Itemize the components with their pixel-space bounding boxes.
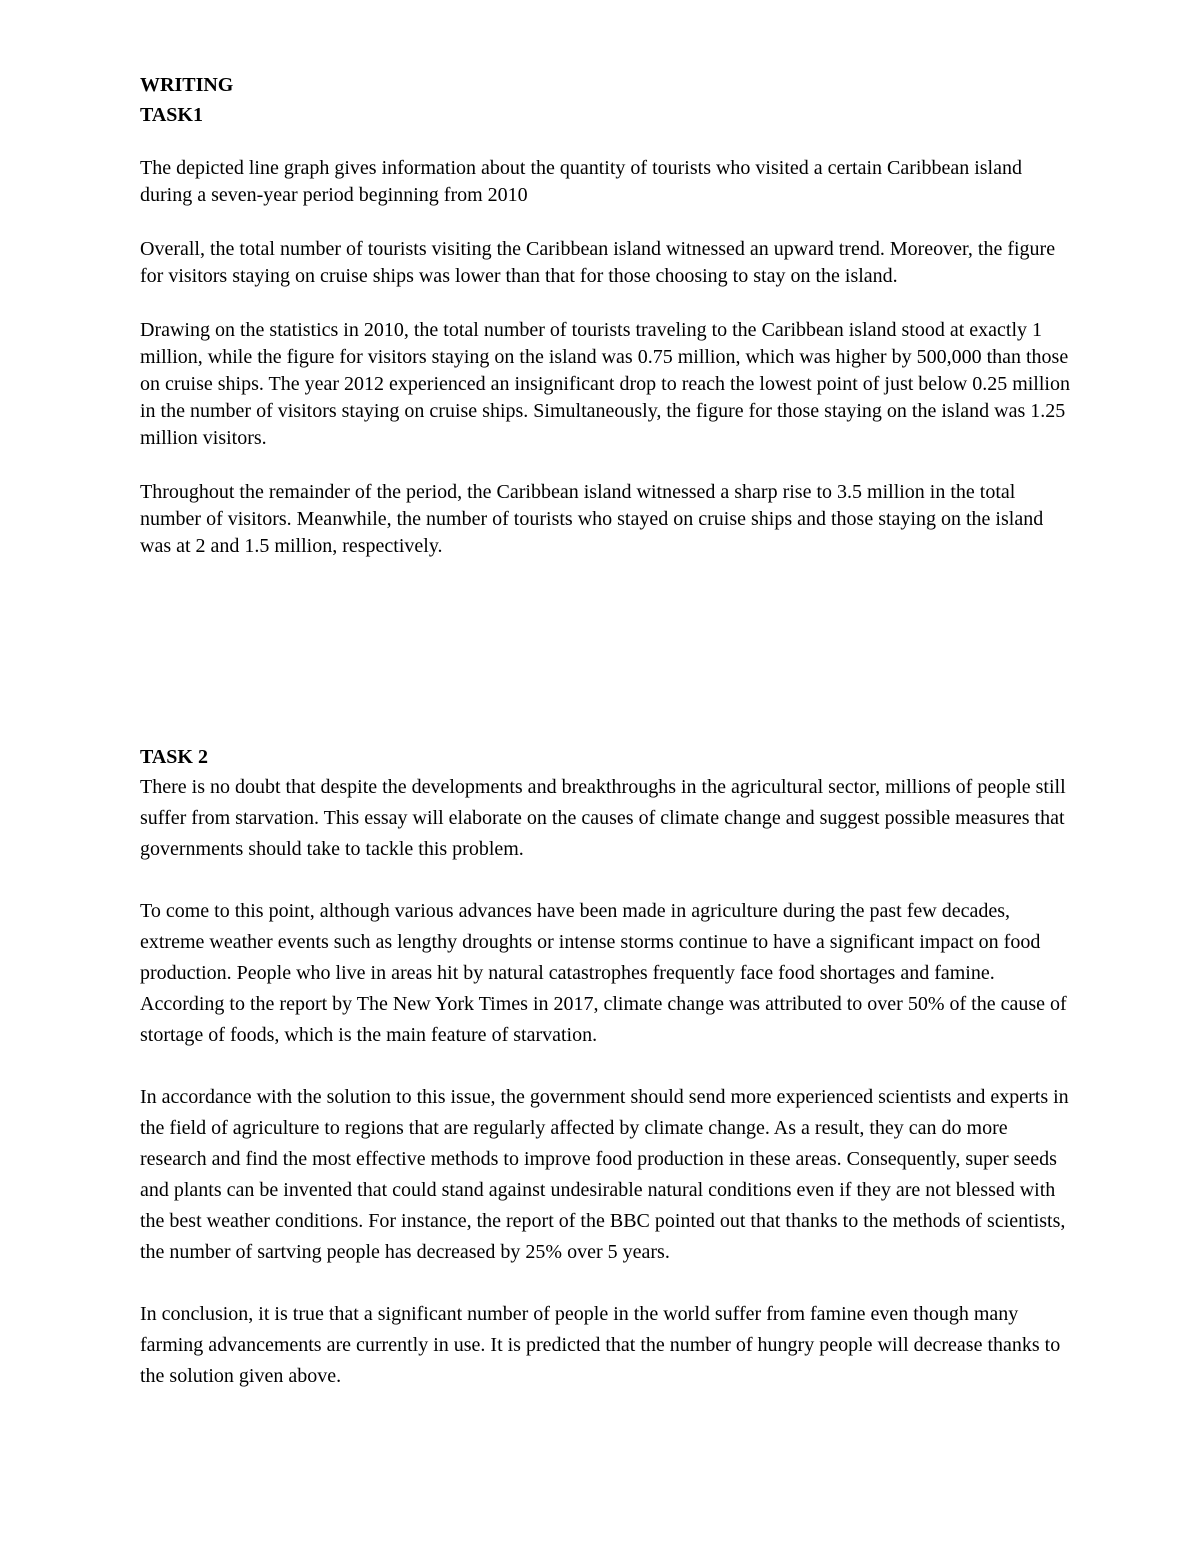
- task1-heading: TASK1: [140, 104, 203, 126]
- task1-paragraph-body-1: Drawing on the statistics in 2010, the total number of tourists traveling to the Caribbean island stood at exactly 1 million, while the figure for visitors staying on the island was 0.75 million, which was higher by 500,000 than those on cruise ships. The year 2012 experienced an insignificant drop to reach the lowest point of just below 0.25 million in the number of visitors staying on cruise ships. Simultaneously, the figure for those staying on the island was 1.25 million visitors.: [140, 319, 1070, 449]
- task1-paragraph-body-2: Throughout the remainder of the period, the Caribbean island witnessed a sharp rise to 3.5 million in the total number of visitors. Meanwhile, the number of tourists who stayed on cruise ships and those staying on the island was at 2 and 1.5 million, respectively.: [140, 481, 1044, 557]
- task1-section: [140, 70, 1070, 560]
- document-page: [140, 70, 1070, 1387]
- task2-paragraph-causes: To come to this point, although various advances have been made in agriculture during the past few decades, extreme weather events such as lengthy droughts or intense storms continue to have a significant impact on food production. People who live in areas hit by natural catastrophes frequently face food shortages and famine. According to the report by The New York Times in 2017, climate change was attributed to over 50% of the cause of stortage of foods, which is the main feature of starvation.: [140, 900, 1067, 1046]
- task2-section: [140, 742, 1070, 1423]
- task2-paragraph-conclusion: In conclusion, it is true that a significant number of people in the world suffer from famine even though many farming advancements are currently in use. It is predicted that the number of hungry people will decrease thanks to the solution given above.: [140, 1303, 1061, 1387]
- task2-paragraph-solutions: In accordance with the solution to this issue, the government should send more experienced scientists and experts in the field of agriculture to regions that are regularly affected by climate change. As a result, they can do more research and find the most effective methods to improve food production in these areas. Consequently, super seeds and plants can be invented that could stand against undesirable natural conditions even if they are not blessed with the best weather conditions. For instance, the report of the BBC pointed out that thanks to the methods of scientists, the number of sartving people has decreased by 25% over 5 years.: [140, 1086, 1069, 1263]
- task2-heading: TASK 2: [140, 746, 208, 768]
- task1-paragraph-overview: Overall, the total number of tourists visiting the Caribbean island witnessed an upward trend. Moreover, the figure for visitors staying on cruise ships was lower than that for those choosing to stay on the island.: [140, 238, 1056, 287]
- writing-heading: WRITING: [140, 74, 234, 96]
- task2-paragraph-intro: There is no doubt that despite the developments and breakthroughs in the agricultural sector, millions of people still suffer from starvation. This essay will elaborate on the causes of climate change and suggest possible measures that governments should take to tackle this problem.: [140, 776, 1066, 860]
- task1-paragraph-intro: The depicted line graph gives information about the quantity of tourists who visited a certain Caribbean island during a seven-year period beginning from 2010: [140, 157, 1022, 206]
